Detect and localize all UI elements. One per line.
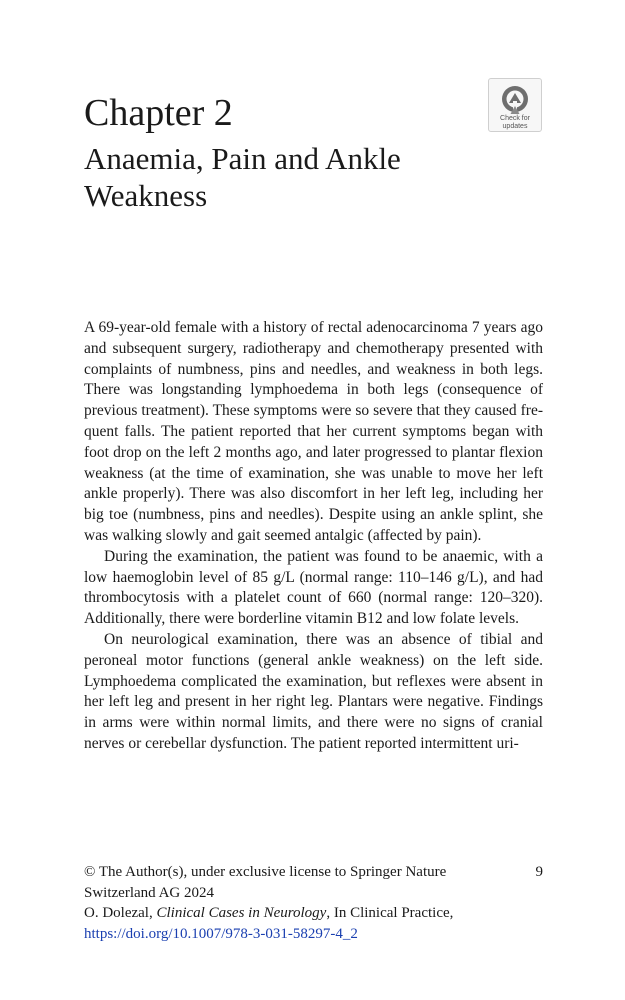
copyright-notice: © The Author(s), under exclusive license to Springer Nature [84,864,447,880]
paragraph-3: On neurological examination, there was an absence of tibial and peroneal motor functions (general ankle weakness) on the left side. Lymphoedema complicated the examination, but reflexes were absent in her left leg and present in her right leg. Plantars were negative. Findings in arms were within normal limits, and there were no signs of cranial nerves or cerebellar dysfunction. The patient reported intermittent uri- [84,630,543,752]
citation-series: , In Clinical Practice, [326,905,454,921]
chapter-title: Anaemia, Pain and Ankle Weakness [84,141,401,213]
citation [84,903,543,924]
badge-label [500,115,530,131]
doi-link[interactable]: https://doi.org/10.1007/978-3-031-58297-4_2 [84,925,358,942]
citation-author: O. Dolezal, [84,905,157,921]
chapter-number: Chapter 2 [84,92,233,134]
badge-label-line1: Check for [500,115,530,122]
paragraph-2: During the examination, the patient was found to be anaemic, with a low haemoglobin level of 85 g/L (normal range: 110–146 g/L), and had thrombocytosis with a platelet count of 660 (normal range: 120–320). Additionally, there were borderline vitamin B12 and low folate levels. [84,547,543,628]
badge-label-line2: updates [502,123,528,130]
chapter-body [84,318,543,755]
paragraph-1: A 69-year-old female with a history of rectal adenocarcinoma 7 years ago and subsequent surgery, radiotherapy and chemotherapy presented with complaints of numbness, pins and needles, and weakness in both legs. There was longstanding lymphoedema in both legs (consequence of previous treatment). These symptoms were so severe that they caused frequent falls. The patient reported that her current symptoms began with foot drop on the left 2 months ago, and later progressed to plantar flexion weakness (at the time of examination, she was unable to move her left ankle properly). There was also discomfort in her left leg, including her big toe (numbness, pins and needles). Despite using an ankle splint, she was walking slowly and gait seemed antalgic (affected by pain). [84,319,543,544]
page-footer [84,862,543,944]
page-number: 9 [535,864,543,880]
citation-book-title: Clinical Cases in Neurology [156,905,327,921]
footer-copyright-row [84,862,543,883]
check-for-updates-icon [500,84,530,114]
check-for-updates-badge[interactable] [488,78,542,132]
copyright-notice-cont: Switzerland AG 2024 [84,884,214,901]
